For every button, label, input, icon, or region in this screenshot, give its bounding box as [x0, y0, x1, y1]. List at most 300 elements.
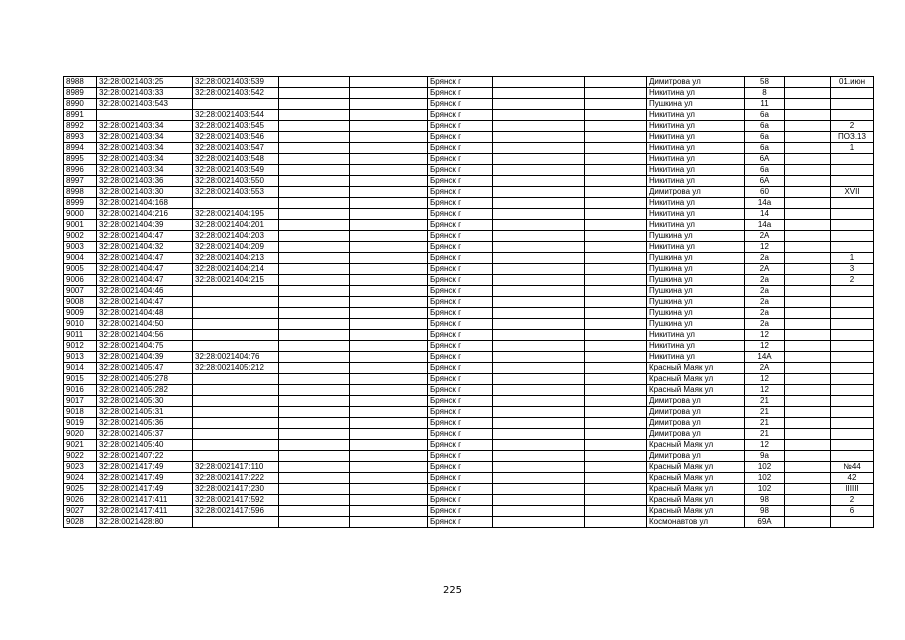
table-cell: 2А [745, 363, 785, 374]
table-cell: Брянск г [428, 451, 493, 462]
table-cell: Брянск г [428, 341, 493, 352]
table-cell [279, 341, 350, 352]
table-cell [350, 517, 428, 528]
table-cell: Пушкина ул [647, 99, 745, 110]
table-cell [350, 341, 428, 352]
table-cell: IIIIII [831, 484, 874, 495]
table-cell [831, 176, 874, 187]
table-cell [493, 77, 585, 88]
table-cell [350, 242, 428, 253]
table-cell [279, 385, 350, 396]
table-cell [785, 363, 831, 374]
table-cell: Брянск г [428, 77, 493, 88]
table-cell: Брянск г [428, 385, 493, 396]
table-row [64, 286, 874, 297]
table-cell: 2а [745, 286, 785, 297]
table-row [64, 462, 874, 473]
table-cell [831, 220, 874, 231]
table-cell [350, 495, 428, 506]
table-cell: 21 [745, 429, 785, 440]
table-cell: Красный Маяк ул [647, 374, 745, 385]
table-cell [585, 220, 647, 231]
table-cell [785, 176, 831, 187]
table-cell [585, 297, 647, 308]
table-cell: Красный Маяк ул [647, 363, 745, 374]
table-cell: 2а [745, 308, 785, 319]
table-cell: Брянск г [428, 88, 493, 99]
table-cell [279, 275, 350, 286]
table-cell [785, 506, 831, 517]
table-cell: Брянск г [428, 495, 493, 506]
table-row [64, 330, 874, 341]
table-cell [493, 385, 585, 396]
table-cell: 32:28:0021405:47 [97, 363, 193, 374]
table-cell: 32:28:0021404:56 [97, 330, 193, 341]
table-cell: 9013 [64, 352, 97, 363]
table-cell: Космонавтов ул [647, 517, 745, 528]
table-cell [585, 429, 647, 440]
table-cell: Брянск г [428, 154, 493, 165]
table-cell: Никитина ул [647, 242, 745, 253]
table-cell: 32:28:0021417:230 [193, 484, 279, 495]
table-cell: Красный Маяк ул [647, 506, 745, 517]
table-cell [279, 231, 350, 242]
table-cell [585, 121, 647, 132]
table-cell [350, 473, 428, 484]
table-cell [493, 495, 585, 506]
table-cell [193, 198, 279, 209]
table-cell: Брянск г [428, 506, 493, 517]
table-cell [785, 418, 831, 429]
table-cell [493, 264, 585, 275]
table-cell [193, 308, 279, 319]
table-cell [350, 231, 428, 242]
table-cell: Брянск г [428, 484, 493, 495]
table-cell [585, 396, 647, 407]
table-cell [585, 462, 647, 473]
register-table-body [64, 77, 874, 528]
table-cell: 32:28:0021405:282 [97, 385, 193, 396]
table-cell [493, 517, 585, 528]
table-cell [193, 341, 279, 352]
table-cell [831, 330, 874, 341]
table-row [64, 187, 874, 198]
table-cell [279, 176, 350, 187]
table-cell [350, 484, 428, 495]
table-cell [585, 154, 647, 165]
table-cell [585, 110, 647, 121]
table-cell: 21 [745, 407, 785, 418]
table-cell: Брянск г [428, 473, 493, 484]
table-cell: 12 [745, 341, 785, 352]
table-cell [585, 275, 647, 286]
register-table [63, 76, 874, 528]
table-cell: 9003 [64, 242, 97, 253]
table-row [64, 407, 874, 418]
table-cell [493, 143, 585, 154]
table-cell: 98 [745, 506, 785, 517]
table-cell [350, 352, 428, 363]
table-cell: Брянск г [428, 253, 493, 264]
table-cell: 8999 [64, 198, 97, 209]
table-cell [279, 110, 350, 121]
table-cell: 14 [745, 209, 785, 220]
table-row [64, 110, 874, 121]
table-cell [493, 506, 585, 517]
table-cell: 8990 [64, 99, 97, 110]
table-cell [585, 385, 647, 396]
table-cell [585, 242, 647, 253]
table-cell [493, 99, 585, 110]
table-cell: 32:28:0021403:36 [97, 176, 193, 187]
table-cell: Пушкина ул [647, 286, 745, 297]
table-cell: 9021 [64, 440, 97, 451]
table-cell: Брянск г [428, 440, 493, 451]
table-cell: 32:28:0021428:80 [97, 517, 193, 528]
table-cell [279, 352, 350, 363]
table-cell: Брянск г [428, 319, 493, 330]
table-cell: Димитрова ул [647, 407, 745, 418]
table-cell: 6 [831, 506, 874, 517]
table-cell: 2 [831, 275, 874, 286]
table-cell [493, 132, 585, 143]
table-cell [831, 440, 874, 451]
table-cell: 9019 [64, 418, 97, 429]
table-cell [350, 440, 428, 451]
table-cell [785, 275, 831, 286]
table-cell [493, 88, 585, 99]
table-cell [585, 88, 647, 99]
table-cell: 8989 [64, 88, 97, 99]
table-cell [785, 330, 831, 341]
table-cell: Брянск г [428, 275, 493, 286]
table-cell [350, 209, 428, 220]
table-cell: Димитрова ул [647, 396, 745, 407]
table-cell [350, 462, 428, 473]
table-row [64, 88, 874, 99]
table-cell: 6А [745, 154, 785, 165]
table-cell: Димитрова ул [647, 451, 745, 462]
table-cell: 01.июн [831, 77, 874, 88]
table-cell [193, 374, 279, 385]
table-cell [350, 374, 428, 385]
table-cell: Брянск г [428, 330, 493, 341]
table-cell [279, 198, 350, 209]
table-cell [785, 121, 831, 132]
table-cell [350, 297, 428, 308]
table-cell [831, 418, 874, 429]
table-cell: 32:28:0021404:48 [97, 308, 193, 319]
table-cell [493, 429, 585, 440]
table-cell: 32:28:0021404:47 [97, 231, 193, 242]
table-cell: Красный Маяк ул [647, 473, 745, 484]
table-cell [585, 253, 647, 264]
table-cell: Красный Маяк ул [647, 462, 745, 473]
table-cell [279, 495, 350, 506]
table-cell [785, 286, 831, 297]
table-row [64, 363, 874, 374]
table-cell: Брянск г [428, 99, 493, 110]
table-cell: ПОЗ.13 [831, 132, 874, 143]
table-cell: 58 [745, 77, 785, 88]
table-cell [831, 231, 874, 242]
table-cell [785, 473, 831, 484]
table-cell: 2а [745, 297, 785, 308]
table-cell [785, 517, 831, 528]
table-cell [585, 517, 647, 528]
table-cell [279, 165, 350, 176]
table-cell [193, 418, 279, 429]
table-row [64, 220, 874, 231]
table-cell: Брянск г [428, 396, 493, 407]
table-cell [279, 143, 350, 154]
table-cell [785, 440, 831, 451]
table-cell: 1 [831, 253, 874, 264]
table-cell [785, 374, 831, 385]
table-row [64, 418, 874, 429]
table-cell [493, 407, 585, 418]
table-cell: 32:28:0021404:47 [97, 253, 193, 264]
table-cell [279, 187, 350, 198]
table-cell [350, 121, 428, 132]
table-cell: Пушкина ул [647, 275, 745, 286]
table-cell: Красный Маяк ул [647, 385, 745, 396]
table-cell: 32:28:0021403:33 [97, 88, 193, 99]
table-cell: 32:28:0021404:47 [97, 275, 193, 286]
table-cell: 8994 [64, 143, 97, 154]
table-cell [785, 484, 831, 495]
table-cell [493, 363, 585, 374]
table-row [64, 209, 874, 220]
table-cell: 32:28:0021405:36 [97, 418, 193, 429]
table-cell: Брянск г [428, 363, 493, 374]
table-cell: 32:28:0021403:545 [193, 121, 279, 132]
table-cell [193, 429, 279, 440]
table-cell: 6а [745, 132, 785, 143]
table-cell: 32:28:0021405:31 [97, 407, 193, 418]
table-cell [493, 330, 585, 341]
table-cell [350, 319, 428, 330]
table-cell: 1 [831, 143, 874, 154]
table-cell: 32:28:0021403:549 [193, 165, 279, 176]
table-cell [279, 297, 350, 308]
table-cell [585, 495, 647, 506]
table-cell [279, 242, 350, 253]
table-cell [279, 429, 350, 440]
table-row [64, 517, 874, 528]
table-cell: 32:28:0021404:76 [193, 352, 279, 363]
table-cell: 32:28:0021403:34 [97, 132, 193, 143]
table-cell [585, 374, 647, 385]
table-cell [785, 231, 831, 242]
table-row [64, 429, 874, 440]
table-cell [585, 209, 647, 220]
table-cell: 9004 [64, 253, 97, 264]
table-cell [585, 451, 647, 462]
table-cell: Красный Маяк ул [647, 495, 745, 506]
table-cell: 9020 [64, 429, 97, 440]
table-cell: Никитина ул [647, 198, 745, 209]
table-cell: 69А [745, 517, 785, 528]
table-cell: 21 [745, 418, 785, 429]
table-cell [493, 242, 585, 253]
table-cell: 32:28:0021404:39 [97, 220, 193, 231]
table-cell [831, 308, 874, 319]
table-cell: Брянск г [428, 352, 493, 363]
table-cell [350, 286, 428, 297]
table-cell [350, 165, 428, 176]
table-cell [585, 440, 647, 451]
table-cell [193, 286, 279, 297]
table-cell: Димитрова ул [647, 187, 745, 198]
table-cell [350, 143, 428, 154]
table-cell: 14а [745, 220, 785, 231]
table-cell [350, 132, 428, 143]
table-cell: Красный Маяк ул [647, 440, 745, 451]
table-row [64, 176, 874, 187]
table-cell [585, 407, 647, 418]
table-cell: Димитрова ул [647, 418, 745, 429]
table-cell [279, 440, 350, 451]
table-cell [585, 264, 647, 275]
table-cell: 9002 [64, 231, 97, 242]
table-cell [279, 473, 350, 484]
table-cell: 32:28:0021403:542 [193, 88, 279, 99]
table-cell: 8991 [64, 110, 97, 121]
table-cell [785, 132, 831, 143]
table-cell [831, 319, 874, 330]
table-cell [785, 110, 831, 121]
table-cell: 9010 [64, 319, 97, 330]
table-cell [493, 121, 585, 132]
table-cell [350, 176, 428, 187]
table-cell: 2а [745, 319, 785, 330]
table-cell [193, 385, 279, 396]
table-cell [785, 242, 831, 253]
table-cell [493, 462, 585, 473]
table-cell [493, 374, 585, 385]
table-cell: Брянск г [428, 418, 493, 429]
table-cell [493, 231, 585, 242]
table-cell: Брянск г [428, 407, 493, 418]
table-cell [193, 330, 279, 341]
table-cell [279, 407, 350, 418]
table-cell: 32:28:0021403:34 [97, 143, 193, 154]
table-cell: 9001 [64, 220, 97, 231]
table-cell: 32:28:0021417:596 [193, 506, 279, 517]
table-cell [350, 385, 428, 396]
table-cell [785, 88, 831, 99]
table-cell [350, 363, 428, 374]
table-cell [350, 198, 428, 209]
table-cell [493, 440, 585, 451]
table-cell [831, 165, 874, 176]
table-row [64, 132, 874, 143]
table-cell: Димитрова ул [647, 429, 745, 440]
table-cell: 32:28:0021405:37 [97, 429, 193, 440]
table-cell [831, 198, 874, 209]
table-cell [493, 165, 585, 176]
table-cell [350, 253, 428, 264]
table-cell: Никитина ул [647, 220, 745, 231]
table-cell [785, 99, 831, 110]
table-cell [350, 88, 428, 99]
table-cell [193, 407, 279, 418]
table-cell [585, 308, 647, 319]
table-cell: 32:28:0021403:548 [193, 154, 279, 165]
table-cell: Брянск г [428, 286, 493, 297]
table-cell [585, 484, 647, 495]
table-cell [785, 341, 831, 352]
table-cell: Брянск г [428, 429, 493, 440]
table-cell [350, 407, 428, 418]
table-cell: 6а [745, 143, 785, 154]
table-row [64, 473, 874, 484]
table-cell [279, 396, 350, 407]
table-cell [785, 319, 831, 330]
table-cell: 6а [745, 165, 785, 176]
table-cell: 2 [831, 495, 874, 506]
table-cell [493, 187, 585, 198]
table-cell [493, 209, 585, 220]
table-cell [279, 308, 350, 319]
table-cell [279, 264, 350, 275]
table-cell [350, 308, 428, 319]
table-cell [193, 99, 279, 110]
table-cell [785, 308, 831, 319]
table-cell: Брянск г [428, 187, 493, 198]
table-cell: 9005 [64, 264, 97, 275]
table-cell [831, 429, 874, 440]
table-cell [350, 451, 428, 462]
table-cell: Брянск г [428, 231, 493, 242]
table-cell [350, 275, 428, 286]
table-cell [493, 418, 585, 429]
table-cell [831, 297, 874, 308]
table-cell [279, 99, 350, 110]
table-cell: 2а [745, 253, 785, 264]
table-cell [493, 297, 585, 308]
table-cell [785, 220, 831, 231]
table-cell [493, 484, 585, 495]
table-cell [279, 88, 350, 99]
table-cell: №44 [831, 462, 874, 473]
table-row [64, 275, 874, 286]
table-cell [493, 110, 585, 121]
table-row [64, 495, 874, 506]
table-cell: Брянск г [428, 374, 493, 385]
table-cell: 9028 [64, 517, 97, 528]
table-cell: Брянск г [428, 264, 493, 275]
table-cell: Пушкина ул [647, 253, 745, 264]
table-cell [350, 506, 428, 517]
table-cell: Никитина ул [647, 88, 745, 99]
table-cell: 32:28:0021403:547 [193, 143, 279, 154]
page-number: 225 [442, 585, 463, 596]
table-cell: 8 [745, 88, 785, 99]
table-cell: 32:28:0021404:47 [97, 297, 193, 308]
table-cell: 8993 [64, 132, 97, 143]
table-cell [493, 253, 585, 264]
table-cell: Брянск г [428, 297, 493, 308]
table-cell: 32:28:0021404:203 [193, 231, 279, 242]
table-cell [831, 99, 874, 110]
table-cell: 42 [831, 473, 874, 484]
table-cell [785, 429, 831, 440]
table-cell [785, 352, 831, 363]
table-cell [831, 242, 874, 253]
table-cell [585, 99, 647, 110]
